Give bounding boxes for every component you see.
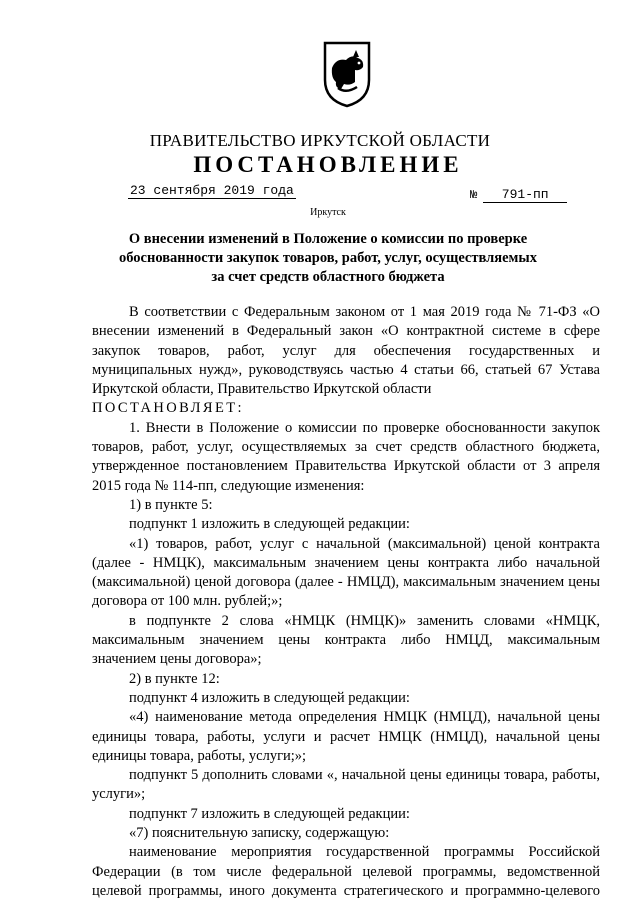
document-number [470,187,567,203]
heading-line: О внесении изменений в Положение о комиссии по проверке [128,231,528,247]
document-type-title: ПОСТАНОВЛЕНИЕ [193,152,463,177]
document-date-value: 23 сентября 2019 года [130,183,294,198]
body-paragraph: «1) товаров, работ, услуг с начальной (максимальной) ценой контракта (далее - НМЦК), максимальным значением цены контракта либо начальной (максимальной) ценой договора (далее - НМЦД), максимальным значением цены договора от 100 млн. рублей;»; [92,535,600,610]
body-paragraph: подпункт 5 дополнить словами «, начальной цены единицы товара, работы, услуги»; [92,767,600,803]
document-body [92,303,600,901]
irkutsk-coat-of-arms-emblem [322,40,372,108]
document-heading [8,230,640,287]
decree-word: ПОСТАНОВЛЯЕТ: [92,400,244,417]
body-paragraph: подпункт 7 изложить в следующей редакции: [129,805,410,822]
heading-line: обоснованности закупок товаров, работ, услуг, осуществляемых [118,250,537,266]
body-paragraph: подпункт 1 изложить в следующей редакции: [129,516,410,533]
number-value: 791-пп [483,187,567,203]
body-paragraph: 1. Внести в Положение о комиссии по проверке обоснованности закупок товаров, работ, услуг, осуществляемых за счет средств областного бюджета, утвержденное постановлением Правительства Иркутской области от 3 апреля 2015 года № 114-пп, следующие изменения: [92,419,600,494]
body-paragraph: «4) наименование метода определения НМЦК (НМЦД), начальной цены единицы товара, работы, услуги и расчет НМЦК (НМЦД), начальной цены единицы товара, работы, услуги;»; [92,709,600,764]
heading-line: за счет средств областного бюджета [211,269,445,285]
body-paragraph: подпункт 4 изложить в следующей редакции: [129,689,410,706]
document-date [128,183,296,198]
city-name: Иркутск [310,207,346,218]
body-paragraph: 1) в пункте 5: [129,496,213,513]
number-label: № [470,188,478,202]
body-paragraph: наименование мероприятия государственной программы Российской Федерации (в том числе федеральной целевой программы, ведомственной целевой программы, иного документа стратегического и программно-целевого [92,844,600,899]
government-name: ПРАВИТЕЛЬСТВО ИРКУТСКОЙ ОБЛАСТИ [149,131,491,150]
body-paragraph: в подпункте 2 слова «НМЦК (НМЦК)» заменить словами «НМЦК, максимальным значением цены контракта либо НМЦД, максимальным значением цены договора»; [92,612,600,668]
body-paragraph: «7) пояснительную записку, содержащую: [129,825,390,842]
body-paragraph: 2) в пункте 12: [129,670,220,687]
preamble-paragraph: В соответствии с Федеральным законом от 1 мая 2019 года № 71-ФЗ «О внесении изменений в Федеральный закон «О контрактной системе в сфере закупок товаров, работ, услуг для обеспечения государственных и муниципальных нужд», руководствуясь частью 4 статьи 66, статьей 67 Устава Иркутской области, Правительство Иркутской области [92,304,600,398]
